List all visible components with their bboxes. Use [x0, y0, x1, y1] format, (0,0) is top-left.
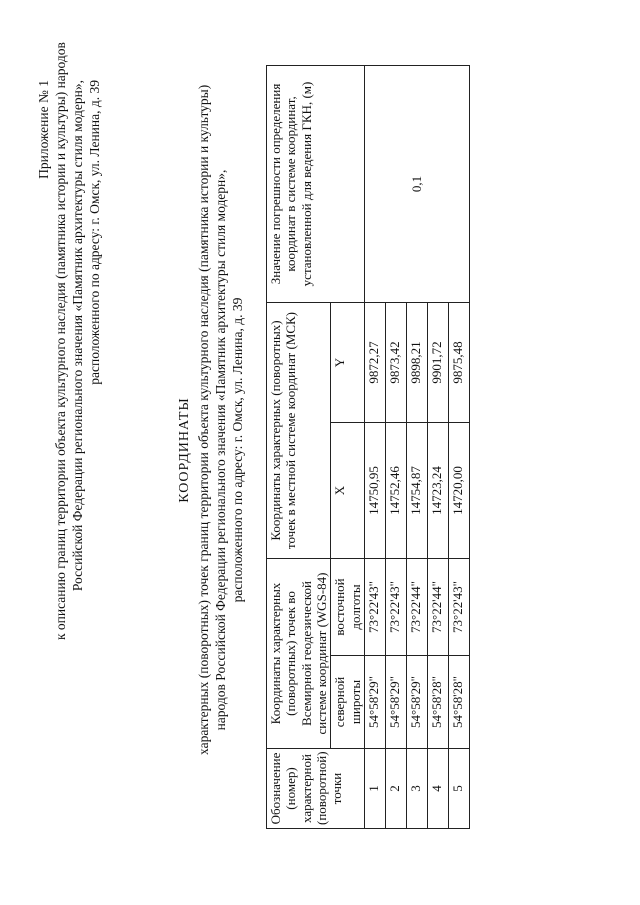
- cell-point: 2: [385, 749, 406, 829]
- cell-y: 9875,48: [448, 302, 469, 422]
- subtitle-line: народов Российской Федерации регионального значения «Памятник архитектуры стиля модерн»,: [212, 169, 228, 731]
- header-accuracy: Значение погрешности определения координат в системе координат, установленной для ведения ГКН, (м): [267, 65, 365, 302]
- cell-x: 14720,00: [448, 423, 469, 559]
- cell-latitude: 54°58'29": [385, 656, 406, 749]
- cell-point: 4: [427, 749, 448, 829]
- appendix-number: Приложение № 1: [36, 80, 51, 179]
- header-point: Обозначение (номер) характерной (поворотной) точки: [267, 749, 365, 829]
- header-x: X: [331, 423, 365, 559]
- cell-latitude: 54°58'28": [448, 656, 469, 749]
- cell-point: 5: [448, 749, 469, 829]
- document-title: КООРДИНАТЫ: [177, 397, 192, 503]
- appendix-line: Российской Федерации регионального значения «Памятник архитектуры стиля модерн»,: [69, 80, 85, 592]
- cell-latitude: 54°58'28": [427, 656, 448, 749]
- header-longitude: восточной долготы: [331, 559, 365, 656]
- header-msk: Координаты характерных (поворотных) точек в местной системе координат (МСК): [267, 302, 331, 558]
- cell-latitude: 54°58'29": [364, 656, 385, 749]
- header-latitude: северной широты: [331, 656, 365, 749]
- cell-longitude: 73°22'43": [448, 559, 469, 656]
- cell-longitude: 73°22'44": [427, 559, 448, 656]
- cell-accuracy: 0,1: [364, 65, 469, 302]
- cell-point: 1: [364, 749, 385, 829]
- appendix-line: расположенного по адресу: г. Омск, ул. Ленина, д. 39: [86, 80, 102, 385]
- cell-y: 9872,27: [364, 302, 385, 422]
- appendix-header: [36, 42, 104, 640]
- table-row: [364, 65, 385, 828]
- appendix-line: к описанию границ территории объекта культурного наследия (памятника истории и культуры) народов: [52, 42, 68, 640]
- cell-x: 14754,87: [406, 423, 427, 559]
- cell-y: 9873,42: [385, 302, 406, 422]
- cell-x: 14723,24: [427, 423, 448, 559]
- subtitle-line: расположенного по адресу: г. Омск, ул. Ленина, д. 39: [229, 297, 245, 603]
- subtitle-line: характерных (поворотных) точек границ территории объекта культурного наследия (памятника истории и культуры): [196, 84, 211, 755]
- cell-y: 9901,72: [427, 302, 448, 422]
- cell-x: 14750,95: [364, 423, 385, 559]
- coordinates-table: [266, 65, 470, 829]
- header-wgs84: Координаты характерных (поворотных) точек во Всемирной геодезической системе координат (WGS-84): [267, 559, 331, 749]
- header-y: Y: [331, 302, 365, 422]
- cell-latitude: 54°58'29": [406, 656, 427, 749]
- cell-longitude: 73°22'43": [364, 559, 385, 656]
- document-subtitle: [196, 84, 247, 755]
- cell-y: 9898,21: [406, 302, 427, 422]
- cell-longitude: 73°22'43": [385, 559, 406, 656]
- cell-longitude: 73°22'44": [406, 559, 427, 656]
- cell-point: 3: [406, 749, 427, 829]
- cell-x: 14752,46: [385, 423, 406, 559]
